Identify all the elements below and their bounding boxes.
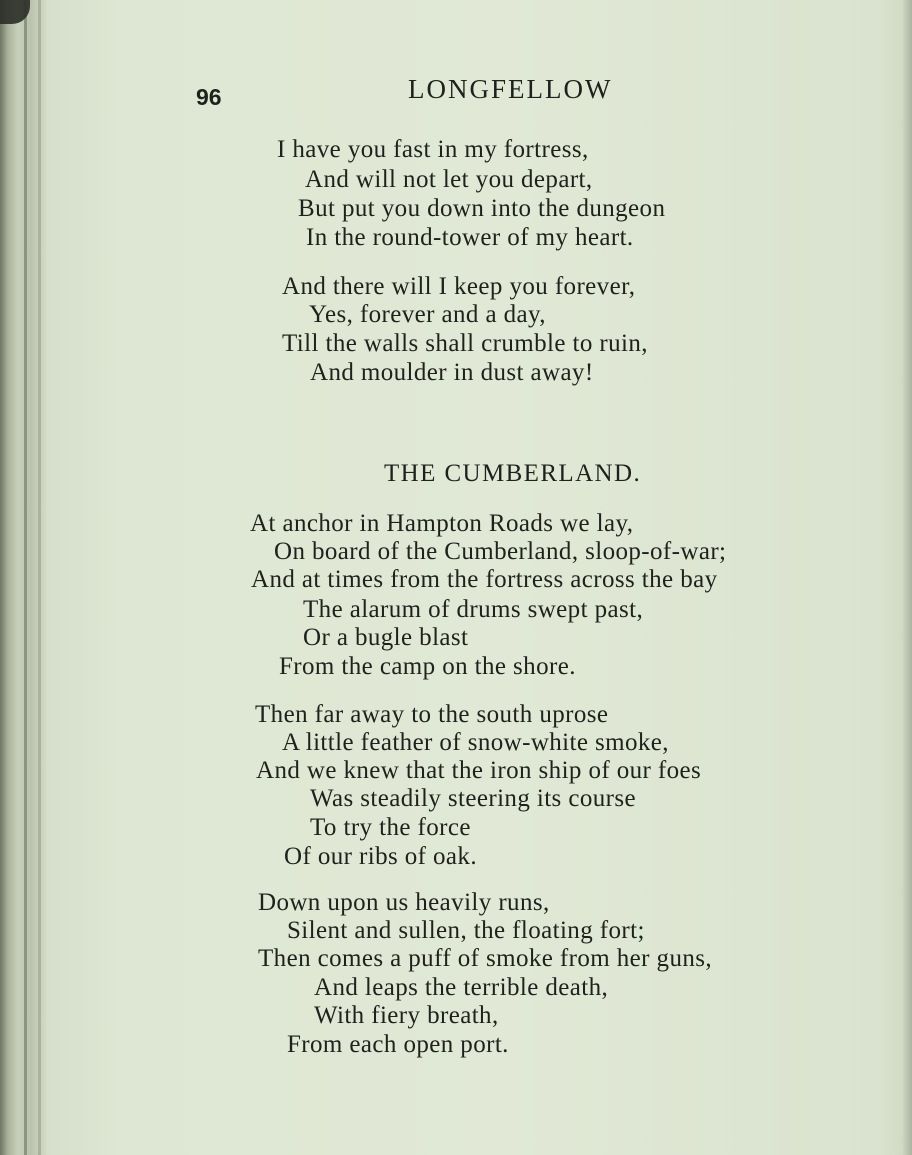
poem-line: And there will I keep you forever, xyxy=(282,273,636,300)
poem-line: Yes, forever and a day, xyxy=(309,301,546,328)
poem-line: Then far away to the south uprose xyxy=(255,701,609,728)
poem-line: I have you fast in my fortress, xyxy=(277,136,589,163)
poem-line: Silent and sullen, the floating fort; xyxy=(287,917,645,944)
poem-line: Then comes a puff of smoke from her guns, xyxy=(258,945,713,972)
running-head: LONGFELLOW xyxy=(408,74,613,104)
poem-line: And will not let you depart, xyxy=(305,166,593,193)
page-number: 96 xyxy=(196,84,222,110)
poem-line: The alarum of drums swept past, xyxy=(303,596,644,623)
poem-line: Down upon us heavily runs, xyxy=(258,889,550,916)
poem-line: A little feather of snow-white smoke, xyxy=(282,729,669,756)
poem-line: And we knew that the iron ship of our foes xyxy=(256,757,702,784)
poem-line: Of our ribs of oak. xyxy=(284,843,477,870)
binding-shadow xyxy=(24,0,27,1155)
page-right-edge xyxy=(902,0,912,1155)
poem-line: From the camp on the shore. xyxy=(279,653,576,680)
poem-line: With fiery breath, xyxy=(314,1002,499,1029)
poem-line: But put you down into the dungeon xyxy=(298,195,666,222)
poem-line: On board of the Cumberland, sloop-of-war; xyxy=(274,538,727,565)
poem-line: And leaps the terrible death, xyxy=(314,974,609,1001)
poem-line: Or a bugle blast xyxy=(303,624,469,651)
poem-line: In the round-tower of my heart. xyxy=(306,224,634,251)
poem-line: And at times from the fortress across the bay xyxy=(251,566,718,593)
binding-shadow-inner xyxy=(38,0,41,1155)
poem-title: THE CUMBERLAND. xyxy=(384,460,642,487)
poem-line: Was steadily steering its course xyxy=(310,785,636,812)
poem-line: From each open port. xyxy=(287,1031,509,1058)
poem-line: And moulder in dust away! xyxy=(310,359,594,386)
poem-line: At anchor in Hampton Roads we lay, xyxy=(250,510,634,537)
poem-line: To try the force xyxy=(310,814,471,841)
poem-line: Till the walls shall crumble to ruin, xyxy=(282,330,648,357)
